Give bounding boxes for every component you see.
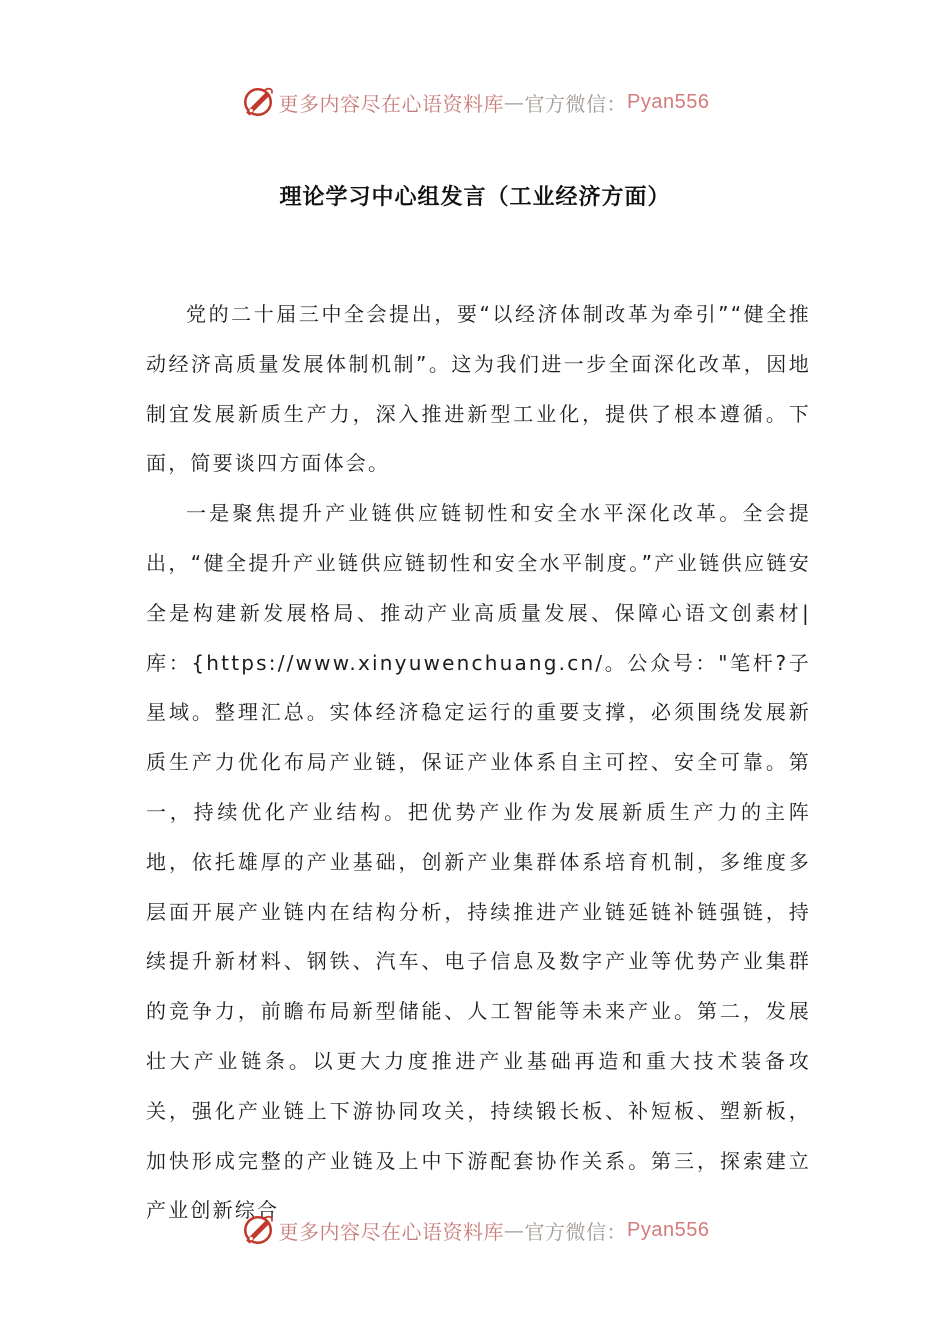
quill-pen-logo-icon [241, 85, 275, 119]
quill-pen-logo-icon [241, 1213, 275, 1247]
banner-site-text: 更多内容尽在心语资料库 [278, 1219, 505, 1244]
header-banner[interactable] [0, 80, 950, 124]
document-body [146, 290, 811, 1236]
document-title: 理论学习中心组发言（工业经济方面） [279, 185, 671, 210]
banner-separator: — [504, 1218, 525, 1242]
paragraph-intro: 党的二十届三中全会提出，要“以经济体制改革为牵引”“健全推动经济高质量发展体制机制”。这为我们进一步全面深化改革，因地制宜发展新质生产力，深入推进新型工业化，提供了根本遵循。下面，简要谈四方面体会。 [146, 302, 811, 476]
paragraph-point-one: 一是聚焦提升产业链供应链韧性和安全水平深化改革。全会提出，“健全提升产业链供应链韧性和安全水平制度。”产业链供应链安全是构建新发展格局、推动产业高质量发展、保障心语文创素材|库：{https://www.xinyuwenchuang.cn/。公众号："笔杆?子星域。整理汇总。实体经济稳定运行的重要支撑，必须围绕发展新质生产力优化布局产业链，保证产业体系自主可控、安全可靠。第一，持续优化产业结构。把优势产业作为发展新质生产力的主阵地，依托雄厚的产业基础，创新产业集群体系培育机制，多维度多层面开展产业链内在结构分析，持续推进产业链延链补链强链，持续提升新材料、钢铁、汽车、电子信息及数字产业等优势产业集群的竞争力，前瞻布局新型储能、人工智能等未来产业。第二，发展壮大产业链条。以更大力度推进产业基础再造和重大技术装备攻关，强化产业链上下游协同攻关，持续锻长板、补短板、塑新板，加快形成完整的产业链及上中下游配套协作关系。第三，探索建立产业创新综合 [146, 501, 811, 1223]
banner-wechat-id: Pyan556 [627, 90, 710, 113]
banner-wechat-label: 官方微信： [524, 1219, 628, 1244]
banner-wechat-id: Pyan556 [627, 1218, 710, 1241]
banner-wechat-label: 官方微信： [524, 91, 628, 116]
banner-site-text: 更多内容尽在心语资料库 [278, 91, 505, 116]
banner-separator: — [504, 90, 525, 114]
footer-banner[interactable] [0, 1208, 950, 1252]
